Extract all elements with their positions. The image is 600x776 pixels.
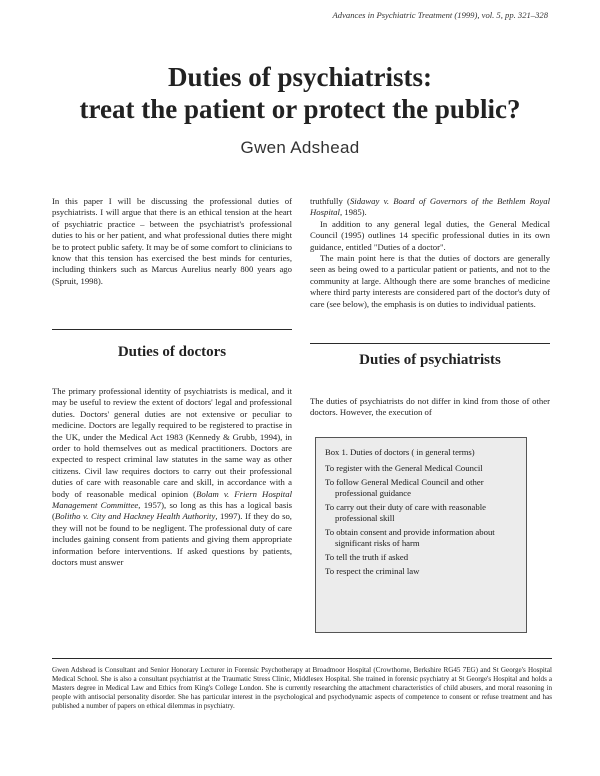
case-citation-bolitho: Bolitho v. City and Hackney Health Authority bbox=[54, 511, 216, 522]
box-item: To tell the truth if asked bbox=[325, 552, 409, 562]
body-text-b: , 1957), so long as this has a logical basis ( bbox=[52, 500, 292, 522]
cont-text-b: , 1985). bbox=[339, 207, 367, 218]
box-item: To respect the criminal law bbox=[325, 566, 420, 576]
article-title-line2: treat the patient or protect the public? bbox=[79, 94, 521, 124]
box-item: To carry out their duty of care with reasonable professional skill bbox=[325, 502, 487, 523]
section-rule-right bbox=[310, 343, 550, 344]
body-text-a: The primary professional identity of psychiatrists is medical, and it may be useful to review the extent of doctors' legal and professional duties. Doctors' general duties are not extensive or peculiar to medicine. Doctors are legally required to be registered to practise in the UK, under the Medical Act 1983 (Kennedy & Grubb, 1994), in order to hold themselves out as medical practitioners. Doctors are expected to respect criminal law statutes in the same way as other citizens. Civil law requires doctors to carry out their professional duties of care with reasonable care and skill, in accordance with a body of reasonable medical opinion ( bbox=[52, 386, 292, 499]
main-point-paragraph: The main point here is that the duties of doctors are generally seen as being owed to a particular patient or patients, and not to the community at large. Although there are some branches of medicine where third party interests are considered part of the doctor's duty of care (see below), the emphasis is on duties to individual patients. bbox=[310, 253, 550, 309]
article-author: Gwen Adshead bbox=[240, 138, 360, 157]
gmc-paragraph: In addition to any general legal duties, the General Medical Council (1995) outlines 14 specific professional duties in its own guidance, entitled "Duties of a doctor". bbox=[310, 218, 550, 252]
box-title: Box 1. Duties of doctors ( in general terms) bbox=[325, 447, 475, 457]
box-item: To register with the General Medical Council bbox=[325, 463, 483, 473]
cont-text-a: truthfully ( bbox=[310, 196, 350, 206]
author-footnote: Gwen Adshead is Consultant and Senior Honorary Lecturer in Forensic Psychotherapy at Broadmoor Hospital (Crowthorne, Berkshire RG45 7EG) and St George's Hospital Medical School. She is also a consultant psychiatrist at the Traumatic Stress Clinic, Middlesex Hospital. She trained in forensic psychiatry at St George's Hospital and holds a Masters degree in Medical Law and Ethics from King's College London. She is currently researching the attachment characteristics of child abusers, and moral reasoning in people with antisocial personality disorder. She has particular interest in the psychological and psychodynamic aspects of competence to consent or refuse treatment and has published a number of papers on ethical dilemmas in psychiatry. bbox=[52, 666, 552, 710]
section-rule-top bbox=[52, 329, 292, 330]
body-text-c: , 1997). If they do so, they will not be found to be negligent. The professional duty of care includes gaining consent from patients and giving them appropriate information before interventions. If asked questions by patients, doctors must answer bbox=[52, 511, 292, 568]
duties-of-psychiatrists-body bbox=[310, 396, 550, 419]
psychiatrists-paragraph: The duties of psychiatrists do not differ in kind from those of other doctors. However, the execution of bbox=[310, 396, 550, 418]
case-citation-sidaway: Sidaway v. Board of Governors of the Bethlem Royal Hospital bbox=[310, 196, 550, 218]
duties-of-doctors-body bbox=[52, 386, 292, 569]
journal-header: Advances in Psychiatric Treatment (1999), vol. 5, pp. 321–328 bbox=[332, 10, 548, 20]
intro-paragraph bbox=[52, 196, 292, 287]
case-citation-bolam: Bolam v. Friern Hospital Management Committee bbox=[52, 488, 292, 511]
box-item: To follow General Medical Council and other professional guidance bbox=[325, 477, 484, 498]
box-1-duties-of-doctors bbox=[315, 437, 527, 633]
article-title-line1: Duties of psychiatrists: bbox=[168, 62, 432, 92]
intro-text: In this paper I will be discussing the professional duties of psychiatrists. I will argue that there is an ethical tension at the heart of psychiatric practice – between the psychiatrist's professional duties to his or her patient, and what professional duties there might be to protect public safety. It may be of some comfort to clinicians to know that this tension has exercised the best minds for centuries, including thinkers such as Marcus Aurelius nearly 800 years ago (Spruit, 1998). bbox=[52, 196, 292, 286]
heading-duties-of-psychiatrists: Duties of psychiatrists bbox=[359, 352, 501, 368]
continued-paragraph bbox=[310, 196, 550, 219]
box-item: To obtain consent and provide information about significant risks of harm bbox=[325, 527, 495, 548]
footnote-rule bbox=[52, 658, 552, 659]
right-column-top bbox=[310, 196, 550, 310]
body-paragraph bbox=[52, 386, 292, 569]
heading-duties-of-doctors: Duties of doctors bbox=[117, 344, 227, 360]
